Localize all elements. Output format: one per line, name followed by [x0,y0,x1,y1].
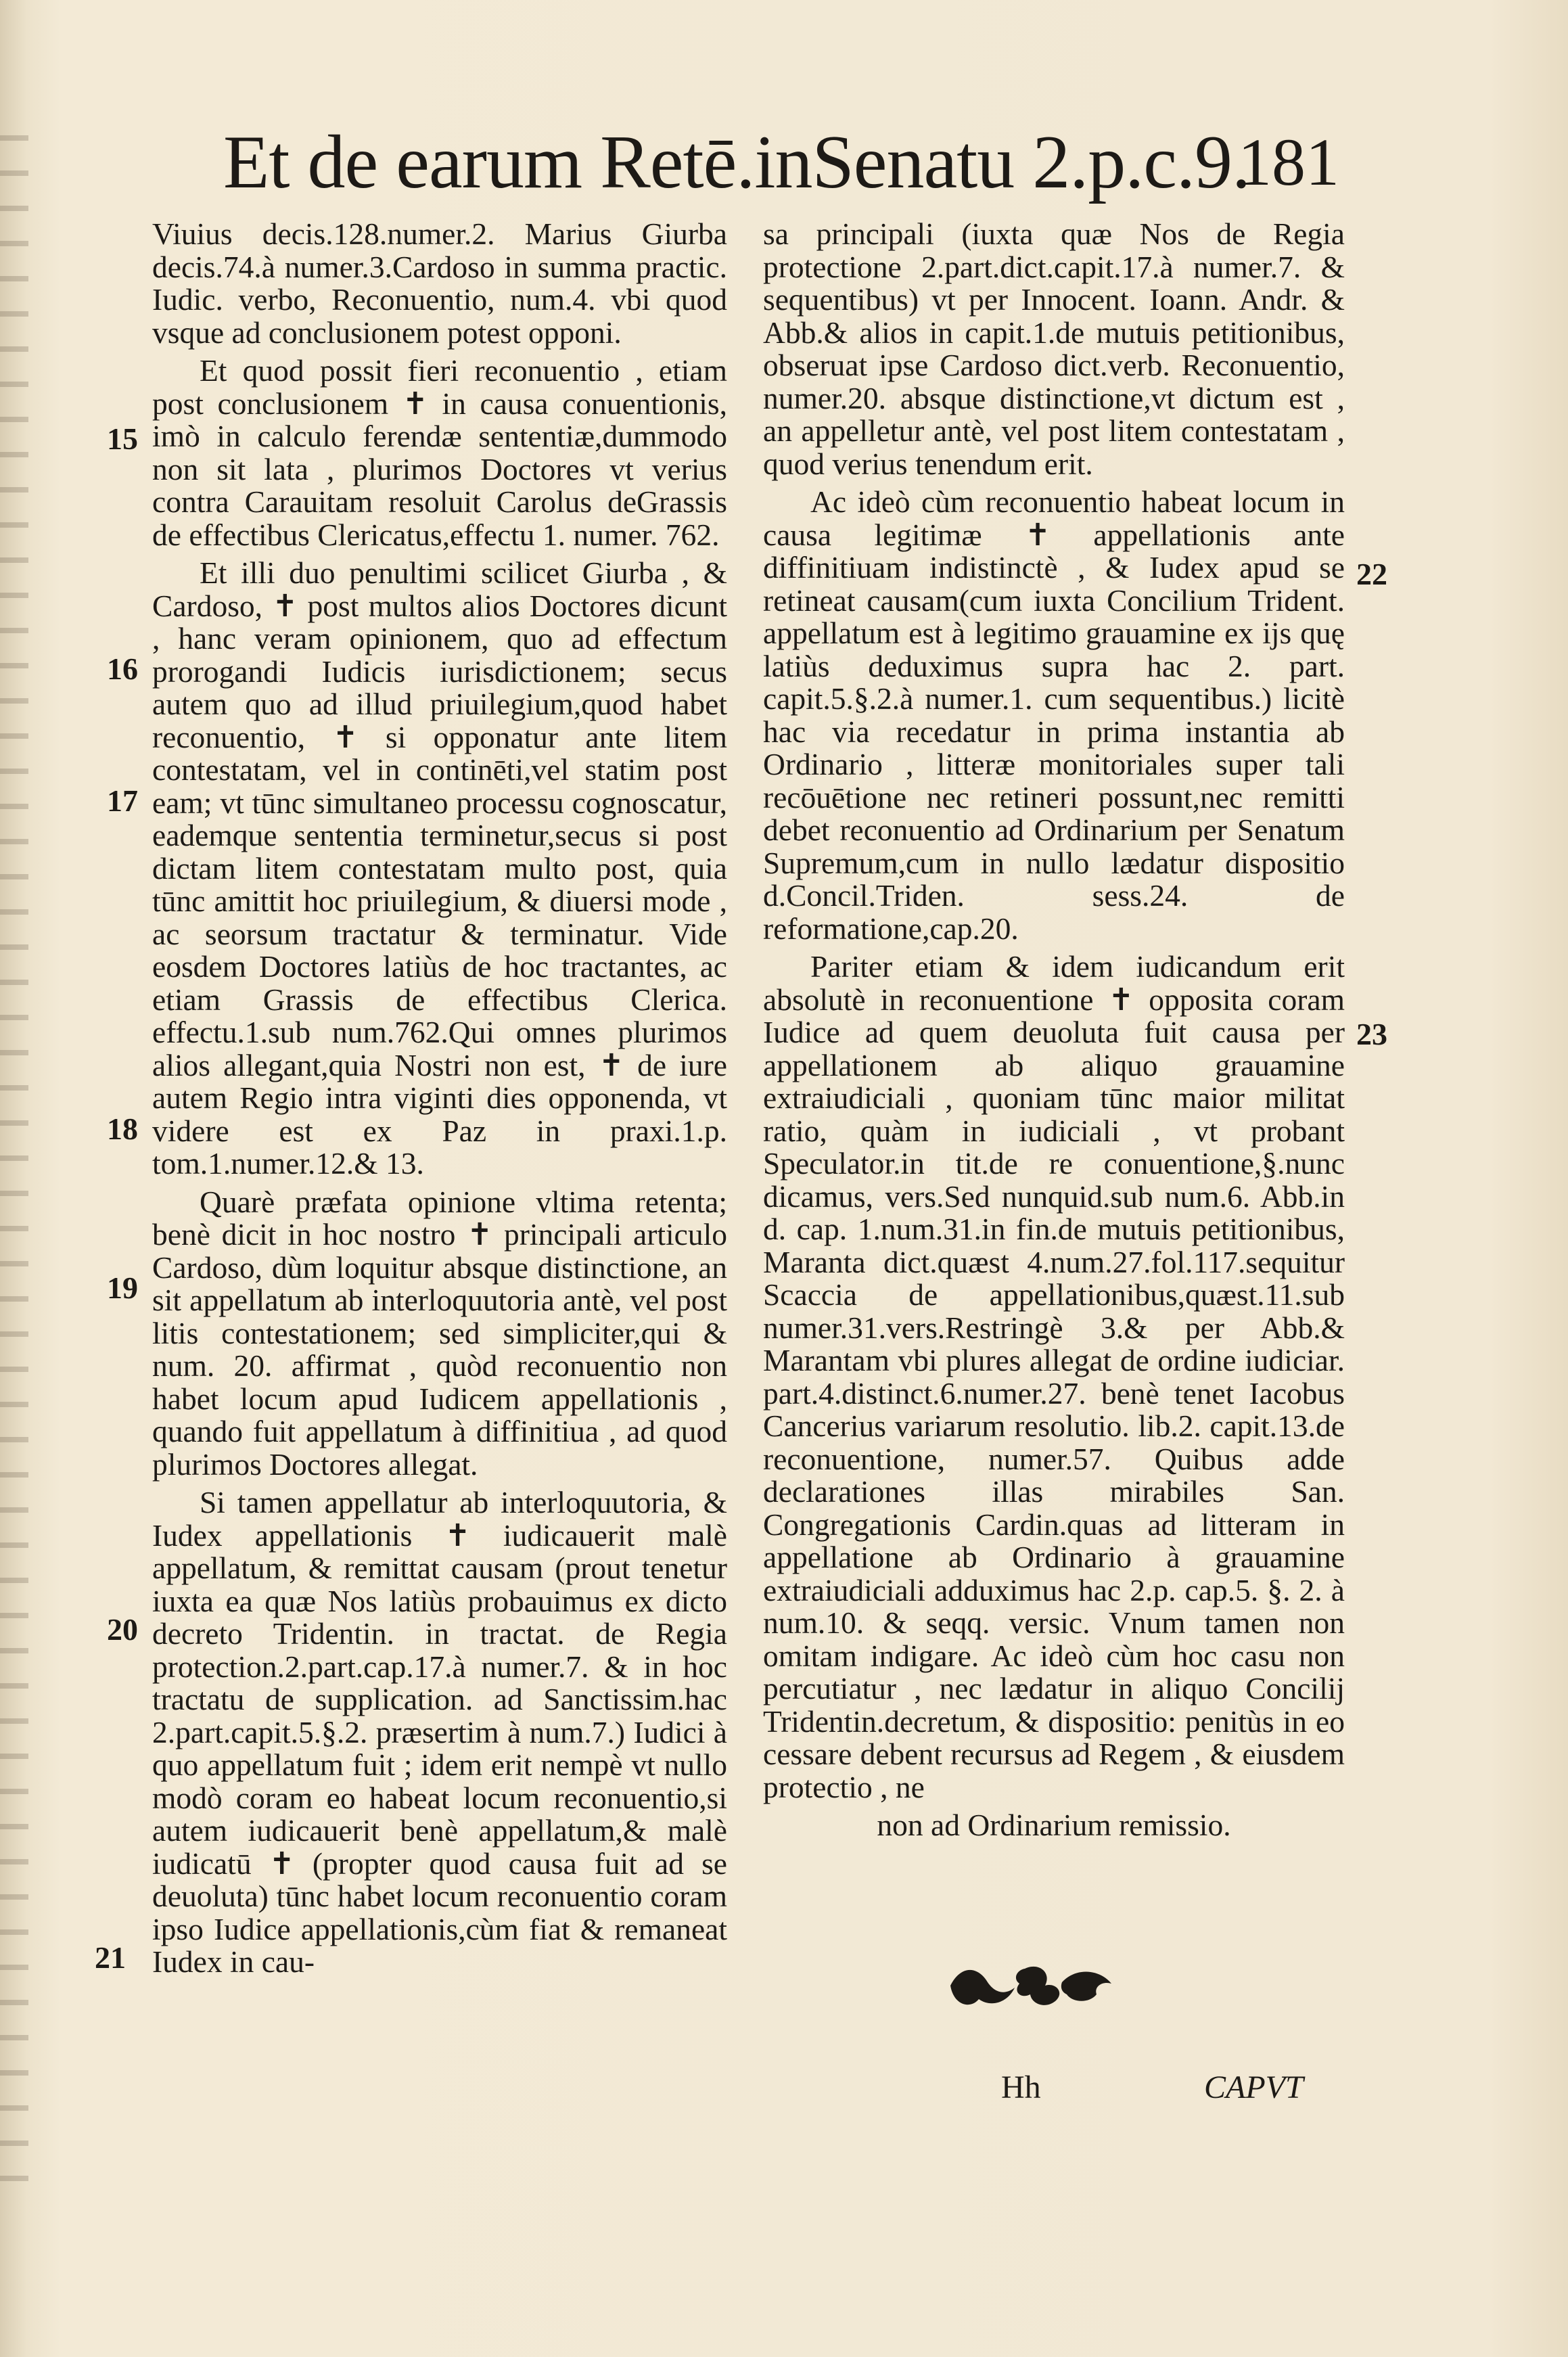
left-column [152,218,727,1984]
margin-number: 23 [1356,1017,1387,1051]
paragraph: Et illi duo penultimi scilicet Giurba , & Cardoso, ✝ post multos alios Doctores dicunt , hanc veram opinionem, quo ad effectum prorogandi Iudicis iurisdictionem; secus autem quo ad illud priuilegium,quod habet reconuentio, ✝ si opponatur ante litem contestatam, vel in continēti,vel statim post eam; vt tūnc simultaneo processu cognoscatur, eademque sententia terminetur,secus si post dictam litem contestatam multo post, quia tūnc amittit hoc priuilegium, & diuersi mode , ac seorsum tractatur & terminatur. Vide eosdem Doctores latiùs de hoc tractantes, ac etiam Grassis de effectibus Clerica. effectu.1.sub num.762.Qui omnes plurimos alios allegant,quia Nostri non est, ✝ de iure autem Regio intra viginti dies opponenda, vt videre est ex Paz in praxi.1.p. tom.1.numer.12.& 13. [152,555,727,1181]
printers-ornament [937,1955,1126,2016]
page-header [223,115,1339,216]
signature-mark: Hh [1001,2069,1041,2105]
paragraph: Si tamen appellatur ab interloquutoria, & Iudex appellationis ✝ iudicauerit malè appellatum, & remittat causam (prout tenetur iuxta ea quæ Nos latiùs probauimus ex dicto decreto Tridentin. in tractat. de Regia protection.2.part.cap.17.à numer.7. & in hoc tractatu de supplication. ad Sanctissim.hac 2.part.capit.5.§.2. præsertim à num.7.) Iudici à quo appellatum fuit ; idem erit nempè vt nullo modò coram eo habeat locum reconuentio,si autem iudicauerit benè appellatum,& malè iudicatū ✝ (propter quod causa fuit ad se deuoluta) tūnc habet locum reconuentio coram ipso Iudice appellationis,cùm fiat & remaneat Iudex in cau- [152,1485,727,1979]
paragraph-closing: non ad Ordinarium remissio. [877,1808,1231,1842]
paragraph: Pariter etiam & idem iudicandum erit absolutè in reconuentione ✝ opposita coram Iudice ad quem deuoluta fuit causa per appellationem ab aliquo grauamine extraiudiciali , quoniam tūnc maior militat ratio, quàm in iudiciali , vt probant Speculator.in tit.de re conuentione,§.nunc dicamus, vers.Sed nunquid.sub num.6. Abb.in d. cap. 1.num.31.in fin.de mutuis petitionibus, Maranta dict.quæst 4.num.27.fol.117.sequitur Scaccia de appellationibus,quæst.11.sub numer.31.vers.Restringè 3.& per Abb.& Marantam vbi plures allegat de ordine iudiciar. part.4.distinct.6.numer.27. benè tenet Iacobus Cancerius variarum resolutio. lib.2. capit.13.de reconuentione, numer.57. Quibus adde declarationes illas mirabiles San. Congregationis Cardin.quas ad litteram in appellatione ab Ordinario à grauamine extraiudiciali adduximus hac 2.p. cap.5. §. 2. à num.10. & seqq. versic. Vnum tamen non omitam indigare. Ac ideò cùm hoc casu non percutiatur , nec lædatur in aliquo Concilij Tridentin.decretum, & dispositio: penitùs in eo cessare debent recursus ad Regem , & eiusdem protectio , ne [763,949,1345,1804]
paragraph: Et quod possit fieri reconuentio , etiam post conclusionem ✝ in causa conuentionis, imò in calculo ferendæ sententiæ,dummodo non sit lata , plurimos Doctores vt verius contra Carauitam resoluit Carolus deGrassis de effectibus Clericatus,effectu 1. numer. 762. [152,353,727,552]
paragraph: Viuius decis.128.numer.2. Marius Giurba decis.74.à numer.3.Cardoso in summa practic. Iudic. verbo, Reconuentio, num.4. vbi quod vsque ad conclusionem potest opponi. [152,216,727,350]
margin-number: 16 [107,651,138,686]
folio-number: 181 [1238,124,1339,200]
paragraph: Quarè præfata opinione vltima retenta; benè dicit in hoc nostro ✝ principali articulo Cardoso, dùm loquitur absque distinctione, an sit appellatum ab interloquutoria antè, vel post litis contestationem; sed simpliciter,qui & num. 20. affirmat , quòd reconuentio non habet locum apud Iudicem appellationis , quando fuit appellatum à diffinitiua , ad quod plurimos Doctores allegat. [152,1184,727,1482]
margin-number: 22 [1356,557,1387,591]
margin-number: 20 [107,1612,138,1647]
paragraph: Ac ideò cùm reconuentio habeat locum in causa legitimæ ✝ appellationis ante diffinitiuam indistinctè , & Iudex apud se retineat causam(cum iuxta Concilium Trident. appellatum est à legitimo grauamine ex ijs quę latiùs deduximus supra hac 2. part. capit.5.§.2.à numer.1. cum sequentibus.) licitè hac via recedatur in prima instantia ab Ordinario , litteræ monitoriales super tali recōuētione nec retineri possunt,nec remitti debet reconuentio ad Ordinarium per Senatum Supremum,cum in nullo lædatur dispositio d.Concil.Triden. sess.24. de reformatione,cap.20. [763,484,1345,946]
margin-number: 18 [107,1112,138,1146]
running-title: Et de earum Retē.inSenatu 2.p.c.9. [223,120,1250,204]
margin-number: 21 [95,1940,126,1975]
right-column [763,218,1345,1848]
margin-number: 15 [107,421,138,456]
catchword: CAPVT [1204,2069,1304,2105]
paragraph: sa principali (iuxta quæ Nos de Regia protectione 2.part.dict.capit.17.à numer.7. & sequentibus) vt per Innocent. Ioann. Andr. & Abb.& alios in capit.1.de mutuis petitionibus, obseruat ipse Cardoso dict.verb. Reconuentio, numer.20. absque distinctione,vt dictum est , an appelletur antè, vel post litem contestatam , quod verius tenendum erit. [763,216,1345,481]
margin-number: 17 [107,783,138,818]
binding-gutter [0,135,28,2199]
margin-number: 19 [107,1271,138,1305]
